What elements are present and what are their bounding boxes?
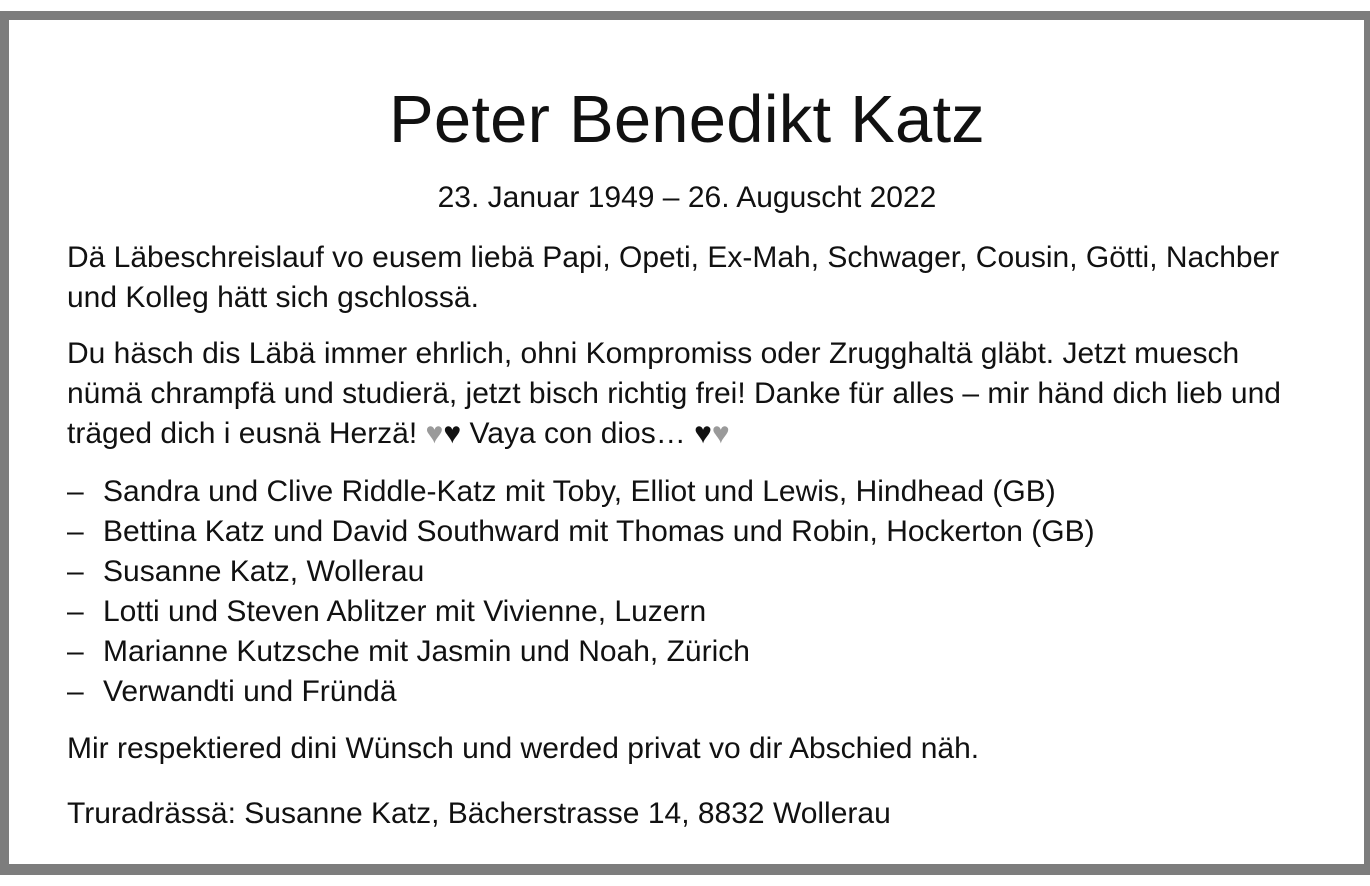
list-dash: – [67,675,84,708]
deceased-name: Peter Benedikt Katz [389,82,985,157]
list-item [67,552,1317,592]
intro-paragraph: Dä Läbeschreislauf vo eusem liebä Papi, Opeti, Ex-Mah, Schwager, Cousin, Götti, Nachber und Kolleg hätt sich gschlossä. [67,241,1280,314]
list-item [67,512,1317,552]
farewell-paragraph [67,334,1317,454]
notice-frame [0,11,1370,875]
mourner-text: Susanne Katz, Wollerau [103,555,425,588]
heart-black-icon: ♥ [443,417,462,450]
heart-grey-icon: ♥ [425,417,444,450]
farewell-text: Du häsch dis Läbä immer ehrlich, ohni Kompromiss oder Zrugghaltä gläbt. Jetzt muesch nümä chrampfä und studierä, jetzt bisch richtig frei! Danke für alles – mir händ dich lieb und träged dich i eusnä Herzä! [67,337,1281,450]
mourner-text: Lotti und Steven Ablitzer mit Vivienne, Luzern [103,595,707,628]
farewell-closing: Vaya con dios… [469,417,686,450]
list-item [67,672,1317,712]
life-dates: 23. Januar 1949 – 26. Auguscht 2022 [437,181,937,214]
list-item [67,592,1317,632]
mourner-text: Verwandti und Fründä [103,675,397,708]
mourning-address: Truradrässä: Susanne Katz, Bächerstrasse 14, 8832 Wollerau [67,797,891,830]
list-dash: – [67,595,84,628]
mourner-text: Bettina Katz und David Southward mit Thomas und Robin, Hockerton (GB) [103,515,1095,548]
list-item [67,632,1317,672]
privacy-paragraph: Mir respektiered dini Wünsch und werded privat vo dir Abschied näh. [67,732,980,765]
heart-grey-icon: ♥ [711,417,730,450]
heart-black-icon: ♥ [694,417,712,450]
mourners-list [67,472,1317,712]
list-dash: – [67,475,84,508]
list-item [67,472,1317,512]
list-dash: – [67,555,84,588]
list-dash: – [67,635,84,668]
mourner-text: Marianne Kutzsche mit Jasmin und Noah, Zürich [103,635,750,668]
list-dash: – [67,515,84,548]
mourner-text: Sandra und Clive Riddle-Katz mit Toby, Elliot und Lewis, Hindhead (GB) [103,475,1056,508]
